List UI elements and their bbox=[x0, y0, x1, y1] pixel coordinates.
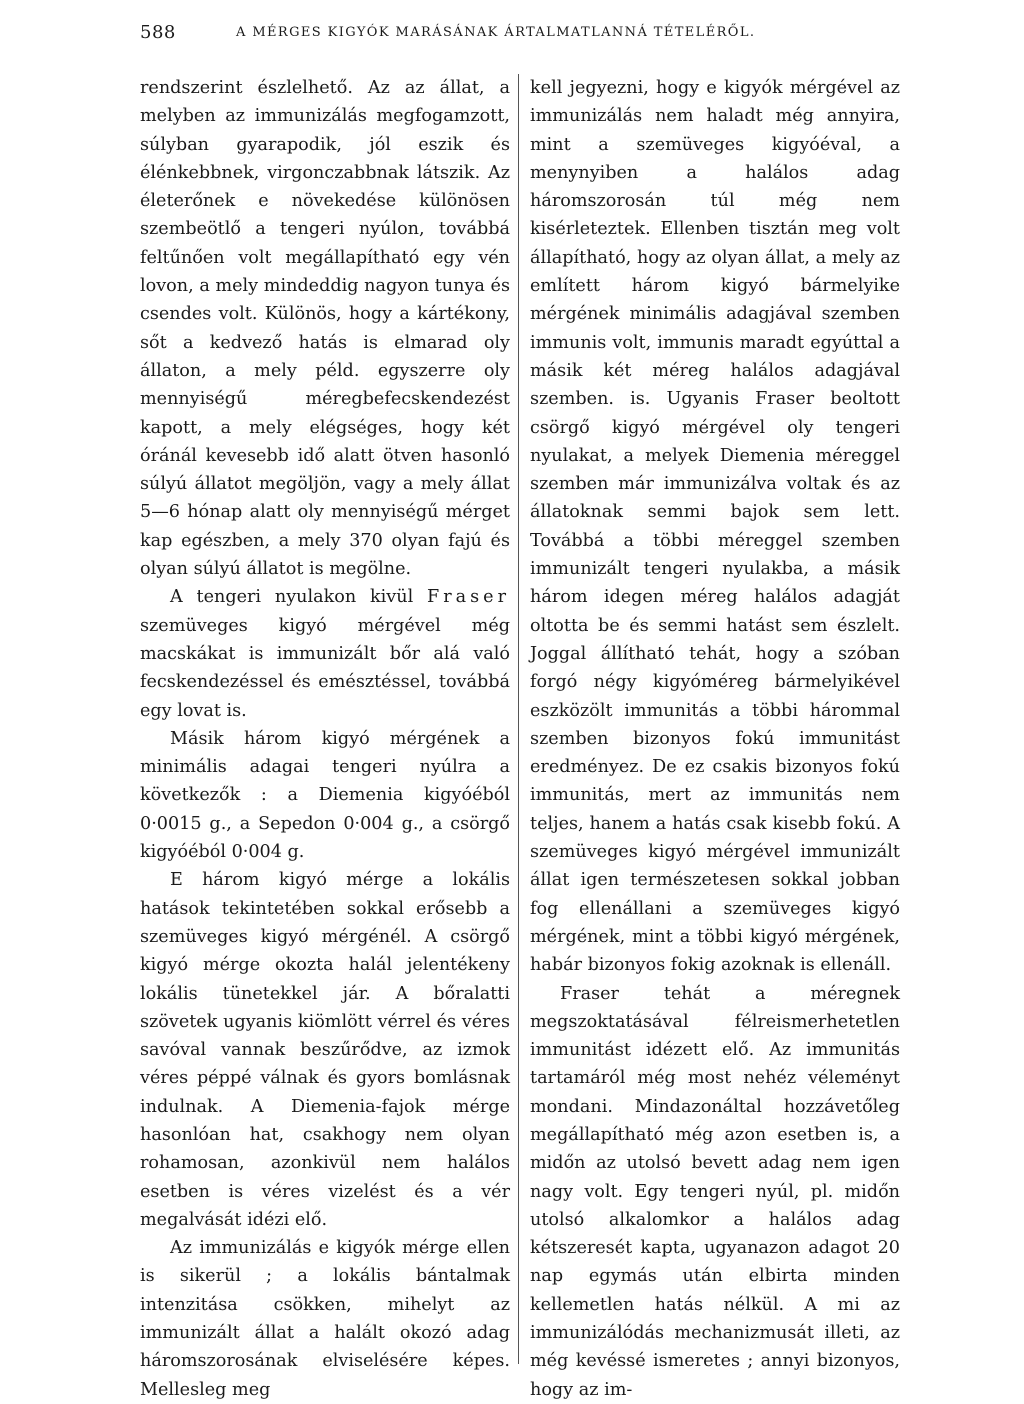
left-paragraph-2-rest: szemüveges kigyó mérgével még macskákat is immunizált bőr alá való fecskendezéssel és emésztéssel, továbbá egy lovat is. bbox=[140, 615, 510, 721]
left-column bbox=[140, 74, 510, 1404]
left-paragraph-5: Az immunizálás e kigyók mérge ellen is sikerül ; a lokális bántalmak intenzitása csökken, mihelyt az immunizált állat a halált okozó adag háromszorosának elviselésére képes. Mellesleg meg bbox=[140, 1238, 510, 1400]
left-paragraph-3: Másik három kigyó mérgének a minimális adagai tengeri nyúlra a következők : a Diemenia kigyóéból 0·0015 g., a Sepedon 0·004 g., a csörgő kigyóéból 0·004 g. bbox=[140, 728, 510, 863]
page-header bbox=[140, 22, 940, 62]
right-paragraph-1: kell jegyezni, hogy e kigyók mérgével az immunizálás nem haladt még annyira, mint a szemüveges kigyóéval, a menynyiben a halálos adag háromszorosán túl még nem kisérleteztek. Ellenben tisztán meg volt állapítható, hogy az olyan állat, a mely az említett három kigyó bármelyike mérgének minimális adagjával szemben immunis volt, immunis maradt egyúttal a másik két méreg halálos adagjával szemben. is. Ugyanis Fraser beoltott csörgő kigyó mérgével oly tengeri nyulakat, a melyek Diemenia méreggel szemben már immunizálva voltak és az állatoknak semmi bajok sem lett. Továbbá a többi méreggel szemben immunizált tengeri nyulakba, a másik három idegen méreg halálos adagját oltotta be és semmi hatást sem észlelt. Joggal állítható tehát, hogy a szóban forgó négy kigyóméreg bármelyikével eszközölt immunitás a többi hárommal szemben bizonyos fokú immunitást eredményez. De ez csakis bizonyos fokú immunitás, mert az immunitás nem teljes, hanem a hatás csak kisebb fokú. A szemüveges kigyó mérgével immunizált állat igen természetesen sokkal jobban fog ellenállani a szemüveges kigyó mérgének, mint a többi kigyó mérgének, habár bizonyos fokig azoknak is ellenáll. bbox=[530, 78, 900, 976]
left-paragraph-4: E három kigyó mérge a lokális hatások tekintetében sokkal erősebb a szemüveges kigyó mérgénél. A csörgő kigyó mérge okozta halál jelentékeny lokális tünetekkel jár. A bőralatti szövetek ugyanis kiömlött vérrel és véres savóval vannak beszűrődve, az izmok véres péppé válnak és gyors bomlásnak indulnak. A Diemenia-fajok mérge hasonlóan hat, csakhogy nem olyan rohamosan, azonkivül nem halálos esetben is véres vizelést és a vér megalvását idézi elő. bbox=[140, 870, 510, 1230]
left-paragraph-2 bbox=[140, 583, 510, 724]
running-title: A MÉRGES KIGYÓK MARÁSÁNAK ÁRTALMATLANNÁ TÉTELÉRŐL. bbox=[236, 25, 756, 40]
right-column bbox=[530, 74, 900, 1404]
left-paragraph-1: rendszerint észlelhető. Az az állat, a melyben az immunizálás megfogamzott, súlyban gyarapodik, jól eszik és élénkebbnek, virgonczabbnak látszik. Az életerőnek e növekedése különösen szembeötlő a tengeri nyúlon, továbbá feltűnően volt megállapítható egy vén lovon, a mely mindeddig nagyon tunya és csendes volt. Különös, hogy a kártékony, sőt a kedvező hatás is elmarad oly állaton, a mely péld. egyszerre oly mennyiségű méregbefecskendezést kapott, a mely elégséges, hogy két óránál kevesebb idő alatt ötven hasonló súlyú állatot megöljön, vagy a mely állat 5—6 hónap alatt oly mennyiségű mérget kap egészben, a mely 370 olyan fajú és olyan súlyú állatot is megölne. bbox=[140, 78, 510, 580]
column-divider bbox=[518, 74, 519, 1364]
page-number: 588 bbox=[140, 22, 176, 43]
author-name-fraser: Fraser bbox=[427, 587, 510, 608]
right-paragraph-2: Fraser tehát a méregnek megszoktatásával félreismerhetetlen immunitást idézett elő. Az immunitás tartamáról még most nehéz véleményt mondani. Mindazonáltal hozzávetőleg megállapítható még azon esetben is, a midőn az utolsó bevett adag nem igen nagy volt. Egy tengeri nyúl, pl. midőn utolsó alkalomkor a halálos adag kétszeresét kapta, ugyanazon adagot 20 nap egymás után elbirta minden kellemetlen hatás nélkül. A mi az immunizálódás mechanizmusát illeti, az még kevéssé ismeretes ; annyi bizonyos, hogy az im- bbox=[530, 983, 900, 1400]
left-paragraph-2-start: A tengeri nyulakon kivül bbox=[170, 587, 414, 608]
